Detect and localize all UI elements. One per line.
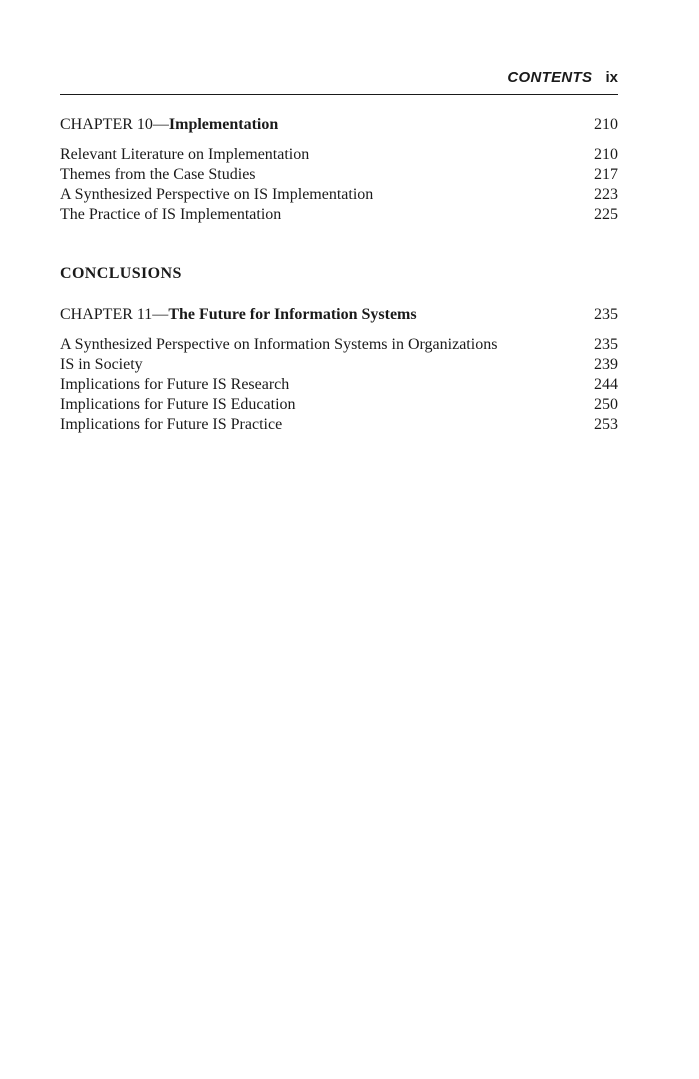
section-page: 225: [594, 206, 618, 223]
section-title: The Practice of IS Implementation: [60, 206, 282, 223]
running-head-title: CONTENTS: [507, 69, 593, 86]
running-head: [60, 68, 618, 88]
section-page: 217: [594, 166, 618, 183]
chapter-10-heading: [60, 115, 278, 135]
section-page: 244: [594, 376, 618, 393]
section-page: 239: [594, 356, 618, 373]
section-entry[interactable]: [60, 205, 618, 225]
chapter-10-entry[interactable]: [60, 115, 618, 135]
section-page: 250: [594, 396, 618, 413]
chapter-10-title: Implementation: [168, 116, 279, 133]
section-entry[interactable]: [60, 335, 618, 355]
chapter-11-title: The Future for Information Systems: [168, 306, 417, 323]
section-page: 235: [594, 336, 618, 353]
section-entry[interactable]: [60, 145, 618, 165]
page-number: ix: [605, 69, 618, 86]
section-title: A Synthesized Perspective on Information Systems in Organizations: [60, 336, 498, 353]
section-title: IS in Society: [60, 356, 143, 373]
chapter-10-prefix: CHAPTER 10—: [60, 116, 169, 133]
section-title: Implications for Future IS Education: [60, 396, 296, 413]
section-title: A Synthesized Perspective on IS Implementation: [60, 186, 374, 203]
section-entry[interactable]: [60, 395, 618, 415]
section-title: Implications for Future IS Research: [60, 376, 290, 393]
chapter-11-page: 235: [594, 306, 618, 323]
section-title: Relevant Literature on Implementation: [60, 146, 310, 163]
chapter-11-prefix: CHAPTER 11—: [60, 306, 169, 323]
section-title: Themes from the Case Studies: [60, 166, 256, 183]
header-rule: [60, 94, 618, 95]
section-entry[interactable]: [60, 355, 618, 375]
section-page: 253: [594, 416, 618, 433]
section-entry[interactable]: [60, 375, 618, 395]
section-entry[interactable]: [60, 165, 618, 185]
chapter-10-page: 210: [594, 116, 618, 133]
part-heading-conclusions: CONCLUSIONS: [60, 265, 182, 282]
section-entry[interactable]: [60, 185, 618, 205]
chapter-11-entry[interactable]: [60, 305, 618, 325]
section-page: 223: [594, 186, 618, 203]
section-entry[interactable]: [60, 415, 618, 435]
chapter-11-heading: [60, 305, 417, 325]
section-page: 210: [594, 146, 618, 163]
section-title: Implications for Future IS Practice: [60, 416, 283, 433]
